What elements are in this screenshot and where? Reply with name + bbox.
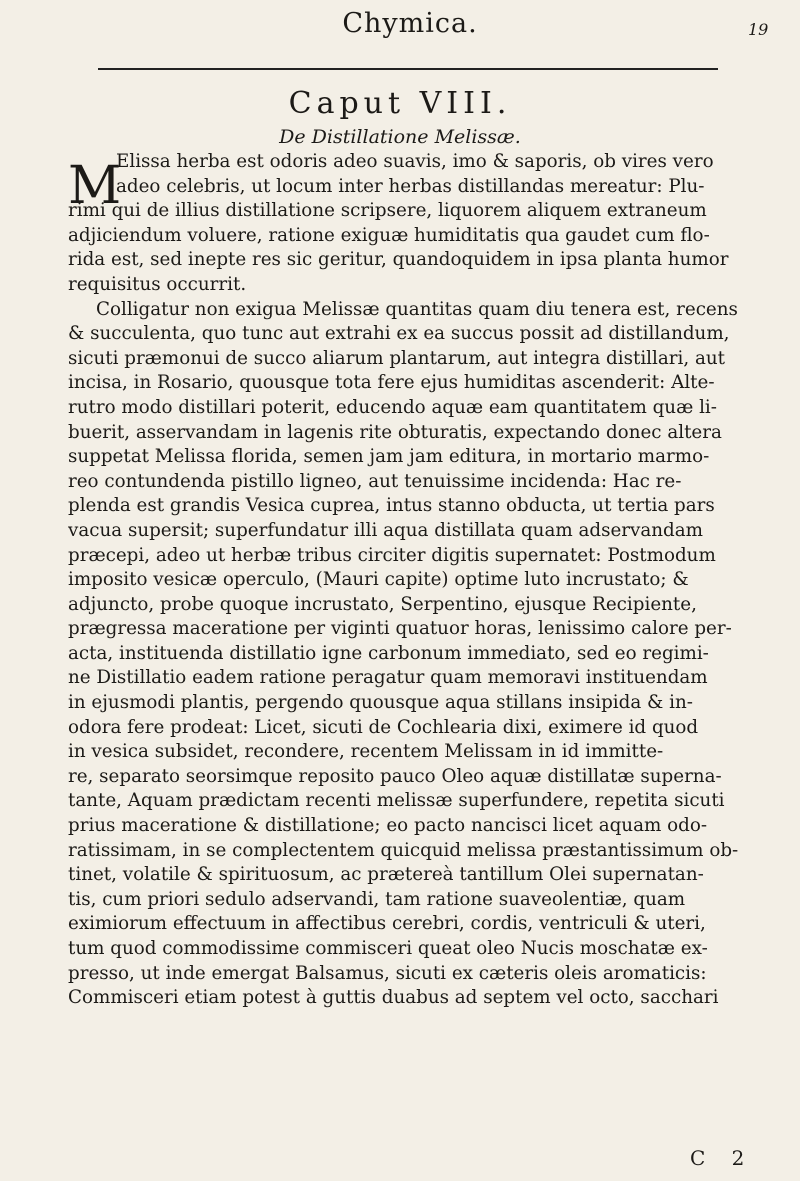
text-line: re, separato seorsimque reposito pauco Oleo aquæ distillatæ superna-	[68, 765, 722, 787]
text-line: reo contundenda pistillo ligneo, aut tenuissime incidenda: Hac re-	[68, 470, 682, 492]
text-line: adjiciendum voluere, ratione exiguæ humiditatis qua gaudet cum flo-	[68, 224, 710, 246]
text-line: tum quod commodissime commisceri queat oleo Nucis moschatæ ex-	[68, 938, 708, 959]
running-head-title: Chymica.	[342, 8, 478, 39]
running-head	[0, 6, 800, 48]
text-line: acta, instituenda distillatio igne carbonum immediato, sed eo regimi-	[68, 642, 709, 664]
text-line: prægressa maceratione per viginti quatuor horas, lenissimo calore per-	[68, 618, 732, 640]
text-line: adjuncto, probe quoque incrustato, Serpentino, ejusque Recipiente,	[68, 593, 697, 615]
text-line: adeo celebris, ut locum inter herbas distillandas mereatur: Plu-	[116, 175, 705, 197]
text-line: sicuti præmonui de succo aliarum plantarum, aut integra distillari, aut	[68, 347, 726, 369]
drop-cap: M	[68, 156, 122, 216]
catchword: C 2	[690, 1146, 755, 1170]
text-line: odora fere prodeat: Licet, sicuti de Cochlearia dixi, eximere id quod	[68, 716, 699, 738]
text-line: in ejusmodi plantis, pergendo quousque aqua stillans insipida & in-	[68, 692, 693, 714]
text-line: Elissa herba est odoris adeo suavis, imo & saporis, ob vires vero	[116, 151, 714, 172]
text-line: suppetat Melissa florida, semen jam jam editura, in mortario marmo-	[68, 446, 710, 468]
chapter-heading: Caput VIII.	[288, 86, 512, 121]
text-line: buerit, asservandam in lagenis rite obturatis, expectando donec altera	[68, 421, 722, 443]
text-line: Commisceri etiam potest à guttis duabus ad septem vel octo, sacchari	[68, 987, 719, 1009]
text-line: plenda est grandis Vesica cuprea, intus stanno obducta, ut tertia pars	[68, 495, 715, 517]
text-line: Colligatur non exigua Melissæ quantitas quam diu tenera est, recens	[96, 298, 738, 320]
text-line: vacua supersit; superfundatur illi aqua distillata quam adservandam	[68, 519, 703, 541]
header-rule	[98, 68, 718, 70]
chapter-subtitle: De Distillatione Melissæ.	[279, 126, 521, 148]
text-line: tinet, volatile & spirituosum, ac prætereà tantillum Olei supernatan-	[68, 864, 704, 886]
text-line: requisitus occurrit.	[68, 273, 247, 295]
text-line: rutro modo distillari poterit, educendo aquæ eam quantitatem quæ li-	[68, 396, 717, 418]
text-line: & succulenta, quo tunc aut extrahi ex ea succus possit ad distillandum,	[68, 323, 730, 345]
text-line: ne Distillatio eadem ratione peragatur quam memoravi instituendam	[68, 667, 708, 689]
text-line: prius maceratione & distillatione; eo pacto nancisci licet aquam odo-	[68, 815, 708, 837]
text-lines	[68, 150, 760, 1011]
text-line: in vesica subsidet, recondere, recentem Melissam in id immitte-	[68, 741, 664, 763]
text-line: imposito vesicæ operculo, (Mauri capite) optime luto incrustato; &	[68, 569, 689, 591]
text-line: tis, cum priori sedulo adservandi, tam ratione suaveolentiæ, quam	[68, 888, 686, 910]
text-line: eximiorum effectuum in affectibus cerebri, cordis, ventriculi & uteri,	[68, 913, 706, 935]
page-number: 19	[748, 20, 769, 39]
text-line: presso, ut inde emergat Balsamus, sicuti ex cæteris oleis aromaticis:	[68, 962, 707, 984]
text-line: rida est, sed inepte res sic geritur, quandoquidem in ipsa planta humor	[68, 249, 729, 271]
text-line: tante, Aquam prædictam recenti melissæ superfundere, repetita sicuti	[68, 790, 725, 812]
body-text	[68, 150, 760, 1011]
text-line: præcepi, adeo ut herbæ tribus circiter digitis supernatet: Postmodum	[68, 544, 716, 566]
text-line: ratissimam, in se complectentem quicquid melissa præstantissimum ob-	[68, 839, 739, 861]
text-line: rimi qui de illius distillatione scripsere, liquorem aliquem extraneum	[68, 200, 707, 222]
text-line: incisa, in Rosario, quousque tota fere ejus humiditas ascenderit: Alte-	[68, 372, 715, 394]
